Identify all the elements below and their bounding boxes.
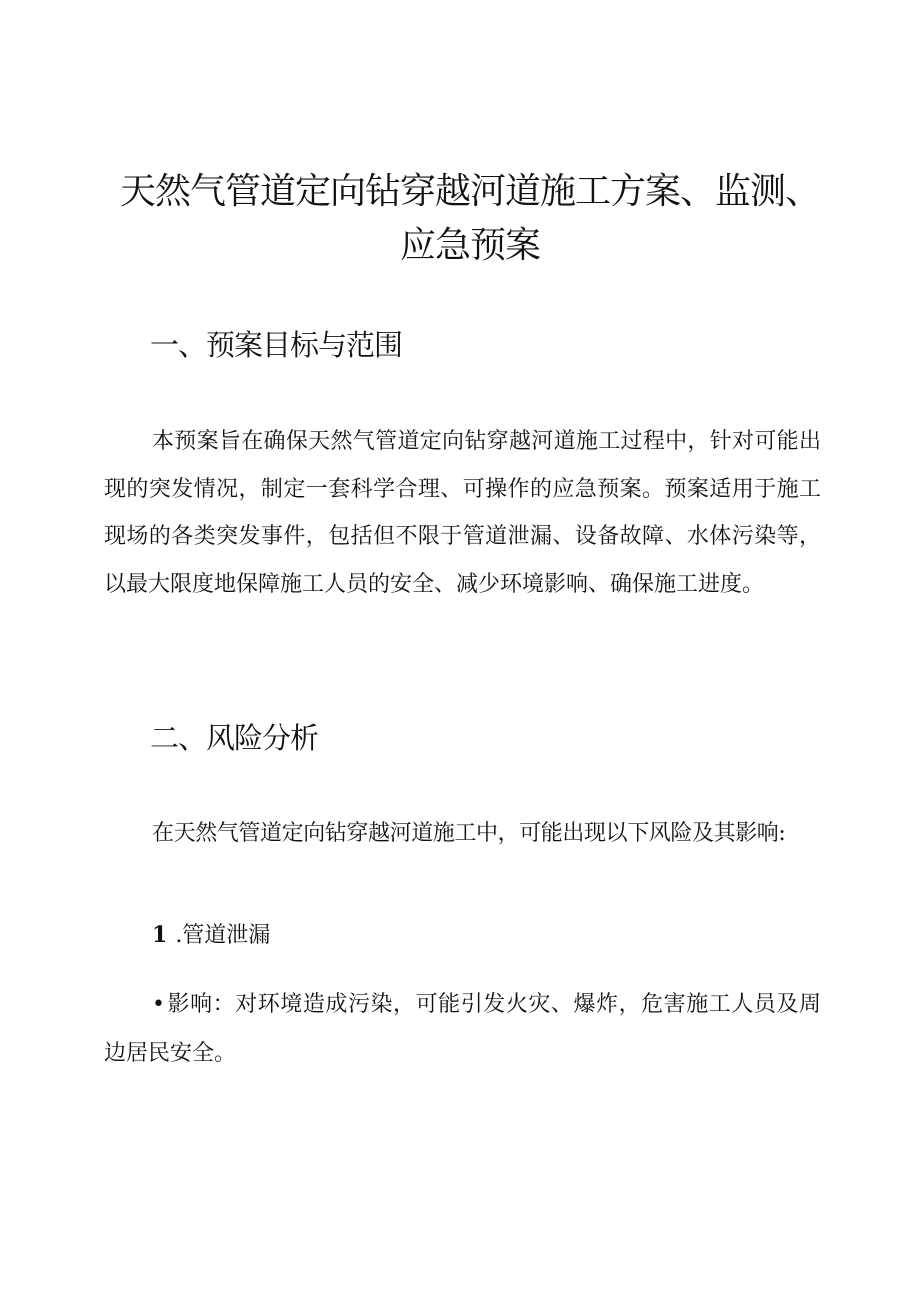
risk-item-label: .管道泄漏: [175, 923, 271, 948]
bullet-icon: •: [152, 992, 165, 1017]
document-title: 天然气管道定向钻穿越河道施工方案、监测、应急预案: [119, 171, 820, 266]
risk-item-heading: [152, 914, 270, 957]
section-heading-risk-analysis: 二、风险分析: [150, 721, 319, 755]
risk-impact-text: 影响：对环境造成污染，可能引发火灾、爆炸，危害施工人员及周边居民安全。: [104, 992, 821, 1066]
risk-impact-paragraph: [104, 980, 821, 1078]
risk-item-number: 1: [152, 922, 168, 948]
plan-scope-paragraph: 本预案旨在确保天然气管道定向钻穿越河道施工过程中，针对可能出现的突发情况，制定一套科学合理、可操作的应急预案。预案适用于施工现场的各类突发事件，包括但不限于管道泄漏、设备故障、水体污染等，以最大限度地保障施工人员的安全、减少环境影响、确保施工进度。: [104, 429, 821, 597]
risk-analysis-paragraph: 在天然气管道定向钻穿越河道施工中，可能出现以下风险及其影响:: [152, 821, 786, 846]
section-heading-plan-scope: 一、预案目标与范围: [150, 328, 403, 362]
